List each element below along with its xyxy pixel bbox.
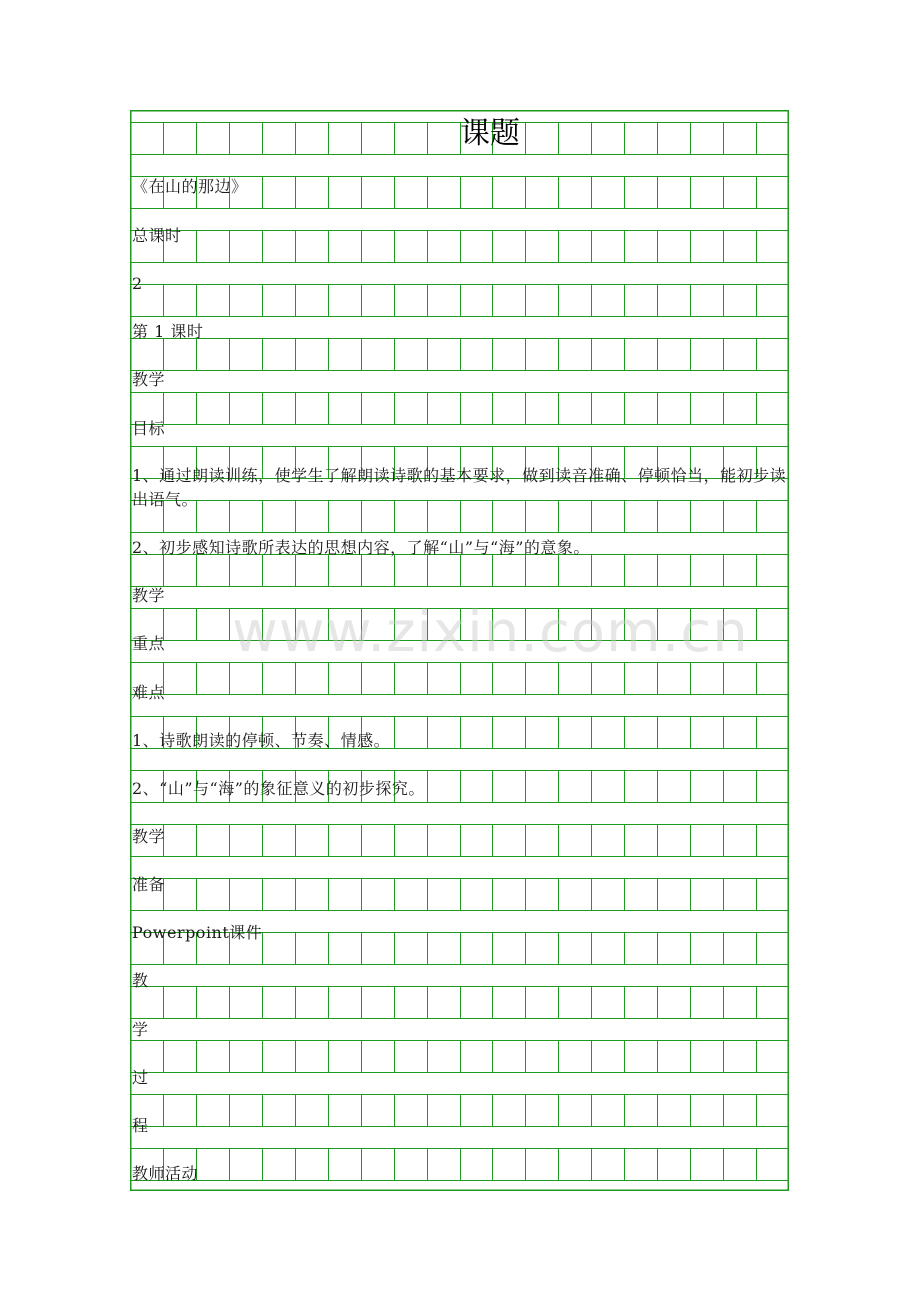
process-label-2: 学 [132, 1020, 149, 1039]
process-label-4: 程 [132, 1116, 149, 1135]
keypoints-label-1: 教学 [132, 586, 166, 605]
page-title: 课题 [460, 116, 520, 151]
objectives-label-1: 教学 [132, 370, 166, 389]
keypoint-1: 1、诗歌朗读的停顿、节奏、情感。 [132, 731, 391, 750]
teacher-activity-label: 教师活动 [132, 1164, 199, 1183]
total-hours-label: 总课时 [132, 226, 182, 245]
preparation-label-1: 教学 [132, 827, 166, 846]
total-hours-value: 2 [132, 274, 143, 293]
objective-2: 2、初步感知诗歌所表达的思想内容，了解“山”与“海”的意象。 [132, 538, 590, 557]
objective-1: 1、通过朗读训练，使学生了解朗读诗歌的基本要求，做到读音准确、停顿恰当，能初步读出语气。 [132, 466, 787, 509]
keypoints-label-3: 难点 [132, 683, 166, 702]
objectives-label-2: 目标 [132, 419, 166, 438]
lesson-period: 第 1 课时 [132, 322, 204, 341]
lesson-name: 《在山的那边》 [132, 177, 248, 196]
watermark: www.zixin.com.cn [232, 600, 749, 665]
keypoint-2: 2、“山”与“海”的象征意义的初步探究。 [132, 779, 425, 798]
preparation-value: Powerpoint课件 [132, 923, 263, 942]
preparation-label-2: 准备 [132, 875, 166, 894]
process-label-3: 过 [132, 1068, 149, 1087]
process-label-1: 教 [132, 971, 149, 990]
keypoints-label-2: 重点 [132, 634, 166, 653]
